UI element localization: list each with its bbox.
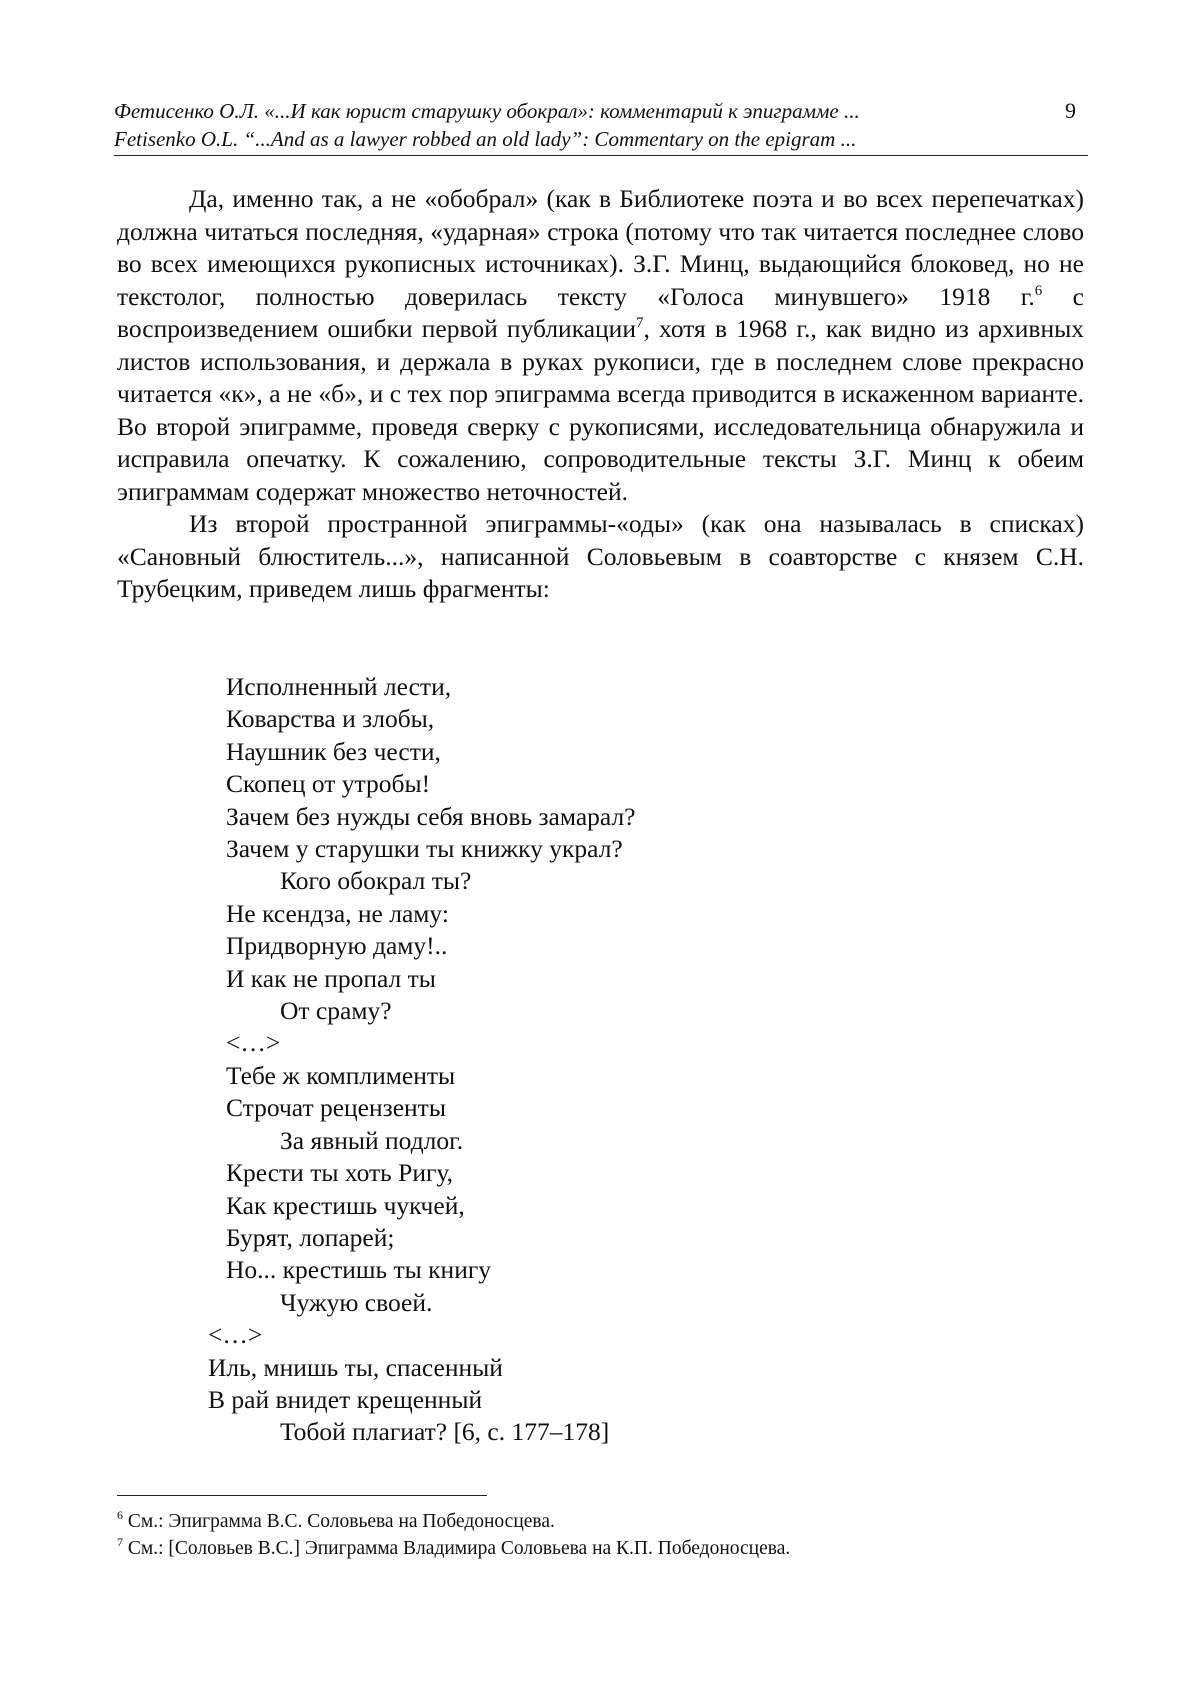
- poem-line: Скопец от утробы!: [226, 769, 431, 799]
- poem-line: За явный подлог.: [280, 1125, 464, 1155]
- header-title-en: Fetisenko O.L. “...And as a lawyer robbed an old lady”: Commentary on the epigram ...: [114, 127, 857, 151]
- poem-line: Коварства и злобы,: [226, 704, 435, 734]
- header-title-ru: Фетисенко О.Л. «...И как юрист старушку обокрал»: комментарий к эпиграмме ...: [114, 99, 860, 123]
- paragraph-1-part-b: с воспроизведением ошибки первой публикации: [117, 281, 1084, 343]
- poem-line: Наушник без чести,: [226, 736, 441, 766]
- poem-line: Придворную даму!..: [226, 931, 448, 961]
- poem-line: Как крестишь чукчей,: [226, 1190, 465, 1220]
- footnotes: [117, 1508, 1077, 1562]
- footnote-text: См.: [Соловьев В.С.] Эпиграмма Владимира Соловьева на К.П. Победоносцева.: [123, 1538, 791, 1559]
- poem-line: Чужую своей.: [280, 1287, 433, 1317]
- body-text: [117, 183, 1084, 606]
- poem-line: Крести ты хоть Ригу,: [226, 1158, 454, 1188]
- paragraph-2: Из второй пространной эпиграммы-«оды» (как она называлась в списках) «Сановный блюститель...», написанной Соловьевым в соавторстве с князем С.Н. Трубецким, приведем лишь фрагменты:: [117, 509, 1084, 603]
- poem-ellipsis: <…>: [226, 1028, 281, 1058]
- paragraph-1: [117, 183, 1084, 508]
- poem-line: Но... крестишь ты книгу: [226, 1255, 492, 1285]
- poem-line: От сраму?: [280, 996, 392, 1026]
- footnote-ref-7: 7: [635, 315, 644, 331]
- paragraph-1-part-c: , хотя в 1968 г., как видно из архивных листов использования, и держала в руках рукописи, где в последнем слове прекрасно читается «к», а не «б», и с тех пор эпиграмма всегда приводится в искаженном варианте. Во второй эпиграмме, проведя сверку с рукописями, исследовательница обнаружила и исправила опечатку. К сожалению, сопроводительные тексты З.Г. Минц к обеим эпиграммам содержат множество неточностей.: [117, 314, 1085, 506]
- header-rule: [114, 155, 1088, 156]
- poem-line: Зачем у старушки ты книжку украл?: [226, 834, 623, 864]
- poem-ellipsis: <…>: [208, 1320, 263, 1350]
- poem-line-with-citation: Тобой плагиат? [6, с. 177–178]: [280, 1417, 610, 1447]
- poem-line: Строчат рецензенты: [226, 1093, 446, 1123]
- footnote-7: [117, 1535, 1077, 1562]
- poem-quote: [208, 671, 636, 1449]
- poem-line: Бурят, лопарей;: [226, 1222, 395, 1252]
- poem-line: Зачем без нужды себя вновь замарал?: [226, 801, 636, 831]
- poem-line: Иль, мнишь ты, спасенный: [208, 1352, 503, 1382]
- footnote-rule: [117, 1495, 487, 1496]
- poem-line: Тебе ж комплименты: [226, 1060, 456, 1090]
- poem-line: И как не пропал ты: [226, 963, 436, 993]
- page-number: 9: [1065, 98, 1076, 123]
- poem-line: В рай внидет крещенный: [208, 1384, 483, 1414]
- poem-line: Не ксендза, не ламу:: [226, 898, 449, 928]
- footnote-ref-6: 6: [1034, 282, 1043, 299]
- footnote-text: См.: Эпиграмма В.С. Соловьева на Победоносцева.: [123, 1511, 555, 1532]
- poem-line: Кого обокрал ты?: [280, 866, 472, 896]
- footnote-number: 6: [117, 1508, 123, 1522]
- paragraph-1-part-a: Да, именно так, а не «обобрал» (как в Библиотеке поэта и во всех перепечатках) должна читаться последняя, «ударная» строка (потому что так читается последнее слово во всех имеющихся рукописных источниках). З.Г. Минц, выдающийся блоковед, но не текстолог, полностью доверилась тексту «Голоса минувшего» 1918 г.: [117, 184, 1084, 311]
- footnote-number: 7: [117, 1535, 123, 1549]
- poem-line: Исполненный лести,: [226, 672, 452, 701]
- running-header: [114, 97, 1076, 153]
- footnote-6: [117, 1508, 1077, 1535]
